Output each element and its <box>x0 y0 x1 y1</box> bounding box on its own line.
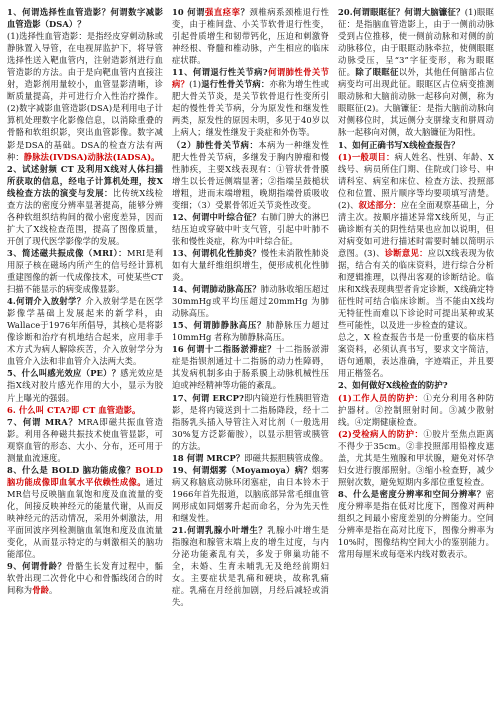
question-heading: 2、如何做好X线检查的防护? <box>338 380 448 391</box>
question-heading: ？ <box>240 7 250 17</box>
paragraph <box>172 524 329 608</box>
question-heading: 15、何谓肺静脉高压？ <box>172 320 267 331</box>
paragraph <box>338 331 494 379</box>
question-heading: 除了眼眶征 <box>355 67 399 78</box>
question-heading: 17、何谓 ERCP? <box>172 392 244 403</box>
column-left <box>7 6 163 707</box>
body-text: 右肺门肿大的淋巴结压迫或穿破中叶支气管，引起中叶肺不张和慢性炎症，称为中叶综合征。 <box>172 211 329 246</box>
paragraph <box>7 560 163 596</box>
body-text: (1) <box>189 79 202 90</box>
question-heading: 18 何谓 MRCP？ <box>172 452 245 463</box>
question-heading: 4.何谓介入放射学？ <box>7 296 86 307</box>
paragraph <box>338 151 494 332</box>
paragraph <box>172 343 329 391</box>
question-heading: （2）肺性骨关节病： <box>172 139 259 150</box>
body-text: MRA即磁共振血管造影。利用各种磁共振技术使血管显影，可观察血管的形态、大小、分布，还可用于测量血流速度。 <box>7 416 163 463</box>
body-text: MRI是利用原子核在磁场内所产生的信号经计算机重建图像的新一代成像技术，可使某些CT扫描不能显示的病变成像显影。 <box>7 247 163 295</box>
highlighted-text: BOLD脑功能成像即血氧水平依赖性成像。 <box>7 464 163 487</box>
column-middle <box>172 6 329 707</box>
body-text: 肺静脉压力超过10mmHg 者称为肺静脉高压。 <box>172 320 329 343</box>
paragraph <box>7 416 163 464</box>
body-text: 颈椎病系颈椎退行性变，由于椎间盘、小关节软骨退行性变，引起骨质增生和韧带钙化，压迫和刺激脊神经根、脊髓和椎动脉，产生相应的临床症状群。 <box>172 7 329 66</box>
question-heading: 9、何谓骨龄？ <box>7 561 67 572</box>
paragraph <box>7 30 163 163</box>
paragraph <box>172 211 329 247</box>
highlighted-text: 强直痉挛 <box>205 7 241 17</box>
body-text: 本病为一种继发性肥大性骨关节病，多继发于胸内肿瘤和慢性肺疾，主要X线表现有：①管状骨骨膜增生以长骨远侧端显著；②指端呈鼓槌状增粗，进而末端增粗，晚期指端骨质吸收变细；（3）受累骨邻近关节炎性改变。 <box>172 139 329 210</box>
highlighted-text: 骨龄 <box>32 585 49 596</box>
question-heading: 12、何谓中叶综合征？ <box>172 211 261 222</box>
paragraph <box>172 319 329 343</box>
highlighted-text: (1)一般项目： <box>338 151 395 162</box>
paragraph <box>172 6 329 66</box>
body-text: 即磁共振胆胰管成像。 <box>244 452 329 463</box>
column-right <box>338 6 494 707</box>
paragraph <box>7 247 163 295</box>
paragraph <box>7 163 163 247</box>
body-text: 烟雾病又称脑底动脉环闭塞症，由日本铃木于1966年首先报道，以脑底部异常毛细血管网形成如同烟雾升起而命名，分为先天性和继发性。 <box>172 464 329 523</box>
paragraph <box>172 464 329 524</box>
question-heading: 19、何谓烟雾（Moyamoya）病？ <box>172 464 312 475</box>
paragraph <box>172 283 329 319</box>
body-text: 应以X线表现为依据，结合有关的临床资料，进行综合分析和逻辑推理，以得出客观的诊断结论。临床和X线表现典型者肯定诊断，X线确定特征性时可结合临床诊断。当不能由X线均无特征性而难以下诊论时可提出某种或某些可能性，以及进一步检查的建议。 <box>338 247 494 331</box>
body-text: 以外，其他任何脑部占位病变均可出现此征。眼眶区占位病变推测眼动脉和大脑前动脉一起移向对侧，称为眼眶征(2)。大脑镰征：是指大脑前动脉向对侧移位时，其远侧分支胼缘支和胼周动脉一起移向对侧，故大脑镰征为阳性。 <box>338 67 494 138</box>
question-heading: 8、什么是 BOLD 脑功能成像？ <box>7 464 136 475</box>
body-text: 即内镜逆行性胰胆管造影，是将内镜送到十二指肠降段，经十二指肠乳头插入导管注入对比剂（一般选用30%复方泛影葡胺），以显示胆管或胰管的方法。 <box>172 392 329 451</box>
highlighted-text: 静脉法(IVDSA)动脉法(IADSA)。 <box>23 151 160 162</box>
body-text: 肺动脉收缩压超过30mmHg或平均压超过20mmHg 为肺动脉高压。 <box>172 284 329 319</box>
paragraph <box>7 295 163 367</box>
highlighted-text: 叙述部分： <box>358 199 401 210</box>
body-text: 骨骼生长发育过程中，骺软骨出现二次骨化中心和骨骺线闭合的时间称为 <box>7 561 163 596</box>
paragraph <box>338 139 494 151</box>
question-heading: 3、简述磁共振成像（MRI）： <box>7 247 127 258</box>
body-text: 介入放射学是在医学影像学基础上发展起来的新学科，由 Wallace于1976年所倡导，其核心是将影像诊断和治疗有机地结合起来，应用非手术方式为病人解除疾苦，介入放射学分为血管介入法和非血管介入法两大类。 <box>7 296 163 367</box>
question-heading: 1、何谓选择性血管造影？何谓数字减影血管造影（DSA）？ <box>7 7 163 30</box>
body-text: 。 <box>49 585 58 596</box>
body-text: 密度分辨率是指在低对比度下，图像对两种组织之间最小密度差别的分辨能力。空间分辨率是指在高对比度下，图像分辨率为10%时，图像结构空间大小的鉴别能力。常用每厘米或每毫米内线对数表示。 <box>338 488 494 560</box>
paragraph <box>338 488 494 560</box>
paragraph <box>172 66 329 138</box>
paragraph <box>172 392 329 452</box>
body-text: 比传统X线检查方法的密度分辨率显著提高，能够分辨各种软组织结构间的微小密度差异，因而扩大了X线检查范围，提高了图像质量，开创了现代医学影像学的发展。 <box>7 187 163 246</box>
question-heading: 1、如何正确书写X线检查报告？ <box>338 139 460 150</box>
body-text: (1)选择性血管造影：是指经皮穿刺动脉或静脉置入导管，在电视屏监护下，将导管选择性送入靶血管内，注射造影剂进行血管造影的方法。由于是向靶血管内直接注射，造影剂用量较小，血管显影清晰，诊断质量提高，并可进行介入性治疗操作。(2)数字减影血管造影(DSA)是利用电子计算机处理数字化影像信息，以消除重叠的骨骼和软组织影，突出血管影像。数字减影是DSA的基础。DSA的检查方法有两种： <box>7 31 163 162</box>
paragraph <box>7 367 163 403</box>
highlighted-text: (2)受检病人的防护： <box>338 428 424 439</box>
paragraph <box>172 139 329 211</box>
body-text: 应在全面观察基础上，分清主次。按顺序描述异常X线所见，与正确诊断有关的阴性结果也应加以说明，但对病变如可进行描述时需要时辅以简明示意图。(3)、 <box>338 199 494 258</box>
highlighted-text: (1)工作人员的防护： <box>338 392 424 403</box>
body-text: 总之，X 检查报告书是一份重要的临床档案资料，必须认真书写，要求文字简洁，语句通顺，表达准确，字迹端正，并且要用正楷签名。 <box>338 332 494 379</box>
question-heading: 退行性骨关节病： <box>201 79 270 90</box>
paragraph <box>7 464 163 560</box>
body-text: (1)眼眶征：是指脑血管造影上，由于一侧前动脉受到占位推移，使一侧前动脉和对侧的前动脉移位，由于眼眶动脉牵拉，使侧眼眶动脉受压，呈“3”字征变形，称为眼眶征。 <box>338 7 494 78</box>
question-heading: 21.何谓乳腺小叶增生？ <box>172 525 268 536</box>
body-text: 病人姓名、性别、年龄、X线号、病员所住门期、住院或门诊号、申请科室、病室和床位、检查方法、投照部位和位置、照片顺序等均要项填写清楚。(2)、 <box>338 151 494 210</box>
paragraph <box>338 6 494 139</box>
question-heading: 16 何谓十二指肠淤滞症？ <box>172 344 277 355</box>
question-heading: 13、何谓机化性肺炎？ <box>172 247 261 258</box>
highlighted-text: 6. 什么叫 CTA?即 CT 血管造影。 <box>7 404 141 415</box>
paragraph <box>338 392 494 428</box>
paragraph <box>172 452 329 464</box>
question-heading: 2、试述射频 CT 及利用X线对人体扫描所获取的信息，经电子计算机处理，按X线检查方法的演变与发展： <box>7 163 163 198</box>
question-heading: 8、什么是密度分辨率和空间分辨率？ <box>338 488 486 499</box>
body-text: 亦称为增生性或肥大骨关节炎，是关节软骨退行性变所引起的慢性骨关节病，分为原发性和继发性两类，原发性的原因未明，多见于40岁以上病人；继发性继发于炎症和外伤等。 <box>172 79 329 138</box>
body-text: 慢性未消散性肺炎如有大量纤维组织增生，便形成机化性肺炎。 <box>172 247 329 283</box>
paragraph <box>338 379 494 391</box>
question-heading: 5、什么叫感光效应（PE）？ <box>7 368 121 379</box>
question-heading: 10 何谓 <box>172 7 206 17</box>
body-text: 十二指肠淤滞症是指钡剂通过十二指肠的动力性障碍，其发病机制多由于肠系膜上动脉机械性压迫或神经精神等功能的紊乱。 <box>172 344 329 391</box>
question-heading: 14、何谓肺动脉高压？ <box>172 284 261 295</box>
paragraph <box>338 428 494 488</box>
question-heading: 20.何谓眼眶征？何谓大脑镰征？ <box>338 7 465 17</box>
body-text: 乳腺小叶增生是指腺泡和腺管末端上皮的增生过度，与内分泌功能紊乱有关，多发于卵巢功能不全，未婚、生育未哺乳无及绝经前期妇女。主要症状是乳痛和硬块，故称乳痛症。乳痛在月经前加剧，月经后减轻或消失。 <box>172 525 329 608</box>
body-text: ①胶片至焦点距离不得少于35cm。②非投照部用铅橡皮遮盖，尤其是生殖腺和甲状腺，避免对怀孕妇女进行腹部照射。③缩小检查野，减少照射次数，避免短期内多部位重复检查。 <box>338 428 494 487</box>
question-heading: 11、何谓退行性关节病? <box>172 67 268 78</box>
paragraph <box>7 404 163 416</box>
paragraph <box>7 6 163 30</box>
paragraph <box>172 247 329 283</box>
body-text: ①充分利用各种防护器材。②控制照射时间。③减少散射线。④定期健康检查。 <box>338 392 494 427</box>
body-text: 通过MR信号反映脑血氧饱和度及血流量的变化，间接反映神经元的能量代谢，从而反映神经元的活动情况，采用外刺激法，用平面回波序列检测脑血氧饱和度及血流量变化，从而显示特定的与刺激相关的脑功能部位。 <box>7 476 163 560</box>
question-heading: 7、何谓 MRA？ <box>7 416 78 427</box>
body-text: 感光效应是指X线对胶片感光作用的大小，显示为胶片上曝光的强弱。 <box>7 368 163 403</box>
highlighted-text: 诊断意见： <box>384 247 428 258</box>
highlighted-text: 何谓肺性骨关节病？ <box>172 67 329 90</box>
